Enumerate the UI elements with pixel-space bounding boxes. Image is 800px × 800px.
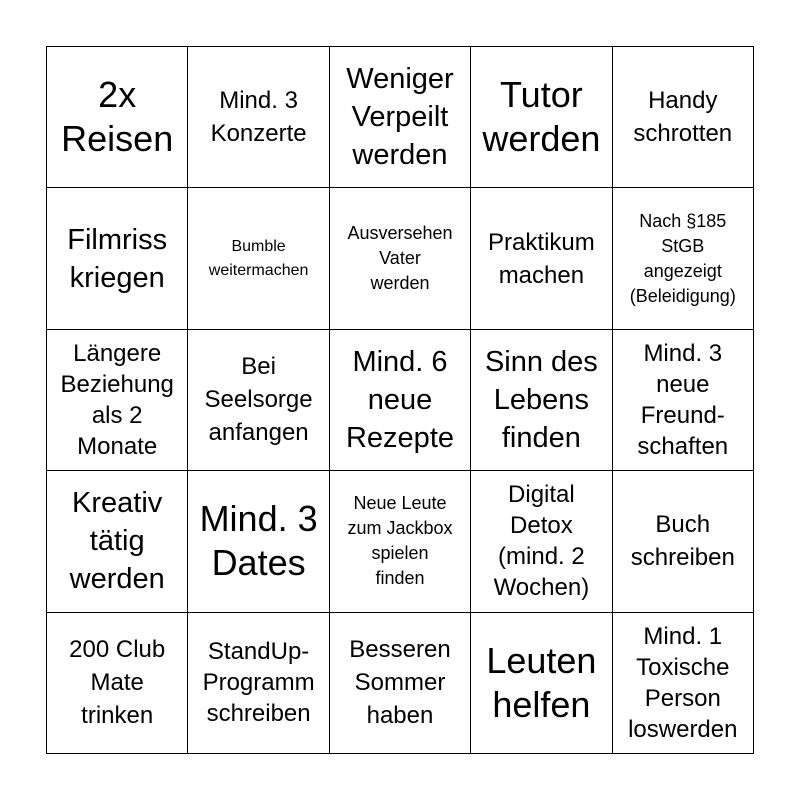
bingo-board [46, 46, 754, 754]
bingo-cell[interactable] [47, 188, 188, 329]
cell-text: Mind. 3 Dates [199, 498, 318, 584]
cell-text: Besseren Sommer haben [349, 636, 451, 730]
bingo-cell[interactable] [471, 330, 612, 471]
bingo-cell[interactable] [330, 330, 471, 471]
cell-text: Leuten helfen [486, 639, 597, 725]
bingo-cell[interactable] [471, 188, 612, 329]
bingo-cell[interactable] [188, 47, 329, 188]
cell-text: Digital Detox (mind. 2 Wochen) [493, 481, 590, 602]
cell-text: 2x Reisen [61, 74, 174, 160]
cell-text: Mind. 3 neue Freund- schaften [637, 339, 729, 460]
bingo-cell[interactable] [188, 613, 329, 754]
cell-text: StandUp- Programm schreiben [202, 638, 315, 728]
bingo-cell[interactable] [47, 47, 188, 188]
bingo-cell[interactable] [613, 613, 754, 754]
bingo-cell[interactable] [330, 613, 471, 754]
bingo-cell[interactable] [188, 188, 329, 329]
bingo-cell[interactable] [471, 613, 612, 754]
bingo-cell[interactable] [471, 471, 612, 612]
bingo-cell[interactable] [47, 471, 188, 612]
bingo-cell[interactable] [613, 330, 754, 471]
bingo-cell[interactable] [471, 47, 612, 188]
cell-text: Kreativ tätig werden [69, 487, 165, 596]
cell-text: Ausversehen Vater werden [347, 223, 453, 294]
cell-text: Handy schrotten [633, 87, 733, 148]
bingo-cell[interactable] [613, 188, 754, 329]
bingo-cell[interactable] [330, 471, 471, 612]
bingo-cell[interactable] [47, 330, 188, 471]
cell-text: Mind. 6 neue Rezepte [345, 345, 454, 454]
cell-text: Bumble weitermachen [208, 237, 309, 279]
cell-text: 200 Club Mate trinken [69, 636, 166, 730]
bingo-cell[interactable] [330, 47, 471, 188]
bingo-cell[interactable] [188, 330, 329, 471]
cell-text: Sinn des Lebens finden [484, 345, 598, 454]
cell-text: Weniger Verpeilt werden [346, 63, 454, 172]
cell-text: Filmriss kriegen [67, 223, 168, 294]
cell-text: Mind. 1 Toxische Person loswerden [628, 622, 738, 743]
cell-text: Mind. 3 Konzerte [210, 87, 307, 148]
cell-text: Praktikum machen [488, 228, 595, 289]
cell-text: Buch schreiben [630, 511, 735, 572]
cell-text: Nach §185 StGB angezeigt (Beleidigung) [629, 210, 736, 306]
bingo-cell[interactable] [613, 471, 754, 612]
bingo-cell[interactable] [613, 47, 754, 188]
bingo-cell[interactable] [188, 471, 329, 612]
cell-text: Bei Seelsorge anfangen [204, 353, 313, 447]
cell-text: Neue Leute zum Jackbox spielen finden [347, 493, 453, 589]
cell-text: Längere Beziehung als 2 Monate [60, 339, 174, 460]
cell-text: Tutor werden [482, 74, 601, 160]
bingo-cell[interactable] [47, 613, 188, 754]
bingo-cell[interactable] [330, 188, 471, 329]
